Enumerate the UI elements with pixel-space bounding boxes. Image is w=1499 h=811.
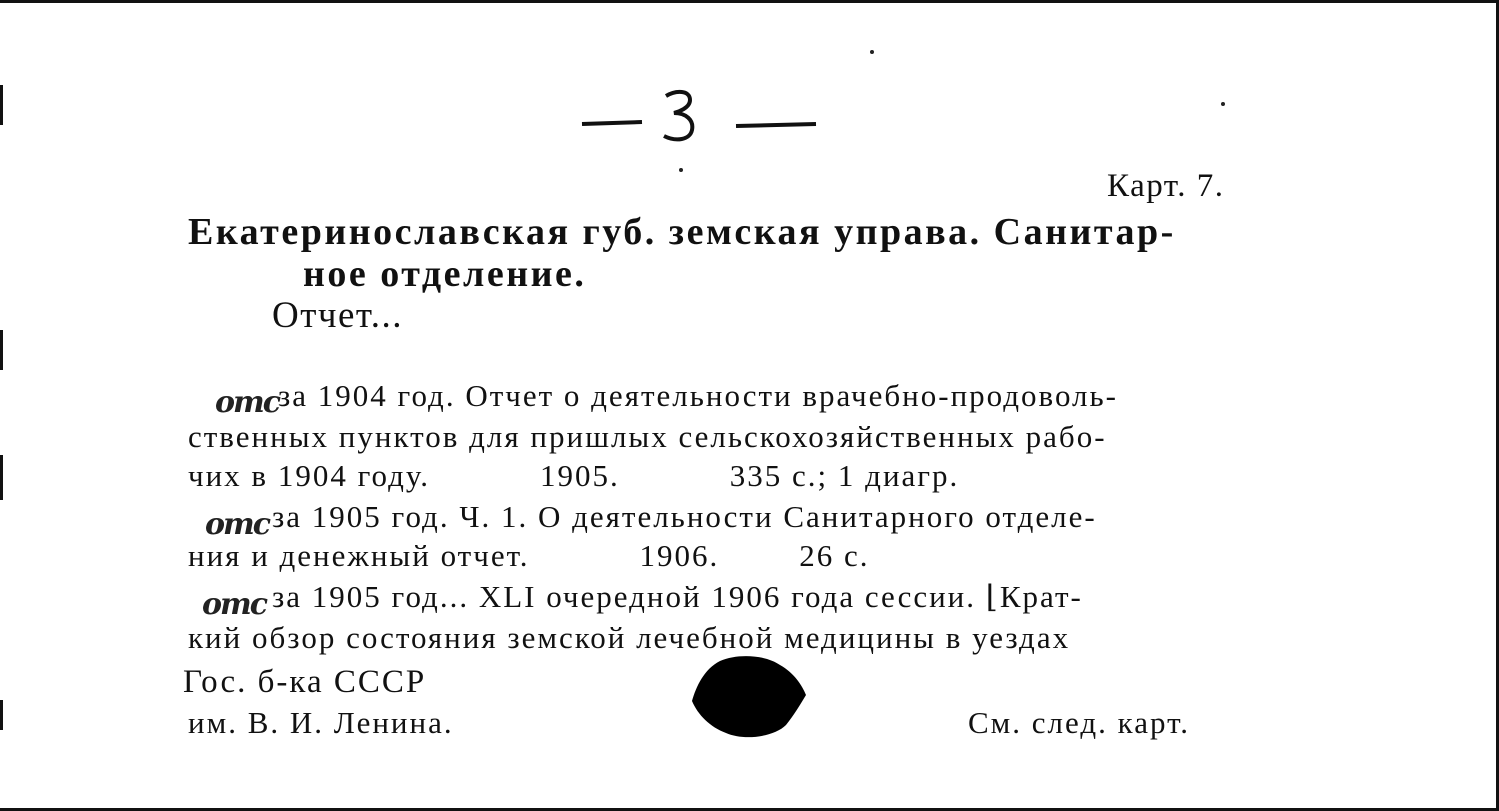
speck: [870, 50, 874, 54]
page-number: [578, 82, 818, 152]
handwritten-mark: отс: [202, 587, 267, 622]
edge-mark: [0, 700, 3, 730]
entry-line: кий обзор состояния земской лечебной медицины в уездах: [188, 620, 1071, 655]
library-stamp-line-2: им. В. И. Ленина.: [188, 705, 454, 740]
see-next-card: См. след. карт.: [968, 705, 1191, 740]
ink-blot: [690, 655, 808, 739]
entry-line: [188, 458, 959, 494]
handwritten-mark: отс: [205, 507, 270, 542]
edge-mark: [0, 330, 3, 370]
entry-extent: 26 с.: [799, 538, 870, 573]
entry-line: за 1904 год. Отчет о деятельности врачебно-продоволь-: [278, 378, 1118, 413]
speck: [1221, 102, 1225, 106]
entry-line: [188, 538, 870, 574]
entry-line: за 1905 год. Ч. 1. О деятельности Санитарного отделе-: [272, 499, 1097, 534]
handwritten-mark: отс: [215, 385, 280, 420]
entry-line: за 1905 год... XLI очередной 1906 года сессии. ⌊Крат-: [272, 579, 1083, 614]
edge-mark: [0, 455, 3, 500]
entry-text: чих в 1904 году.: [188, 458, 431, 493]
entry-line: ственных пунктов для пришлых сельскохозяйственных рабо-: [188, 419, 1107, 454]
catalog-number: Карт. 7.: [1107, 168, 1225, 204]
speck: [679, 168, 683, 172]
entry-text: ния и денежный отчет.: [188, 538, 530, 573]
entry-year: 1905.: [540, 458, 620, 493]
entry-extent: 335 с.; 1 диагр.: [729, 458, 960, 493]
library-stamp-line-1: Гос. б-ка СССР: [183, 664, 427, 700]
heading-line-2: ное отделение.: [303, 253, 587, 295]
entry-year: 1906.: [639, 538, 720, 573]
edge-mark: [0, 85, 3, 125]
heading-line-1: Екатеринославская губ. земская управа. Санитар-: [188, 211, 1176, 253]
subtitle: Отчет...: [272, 295, 404, 336]
